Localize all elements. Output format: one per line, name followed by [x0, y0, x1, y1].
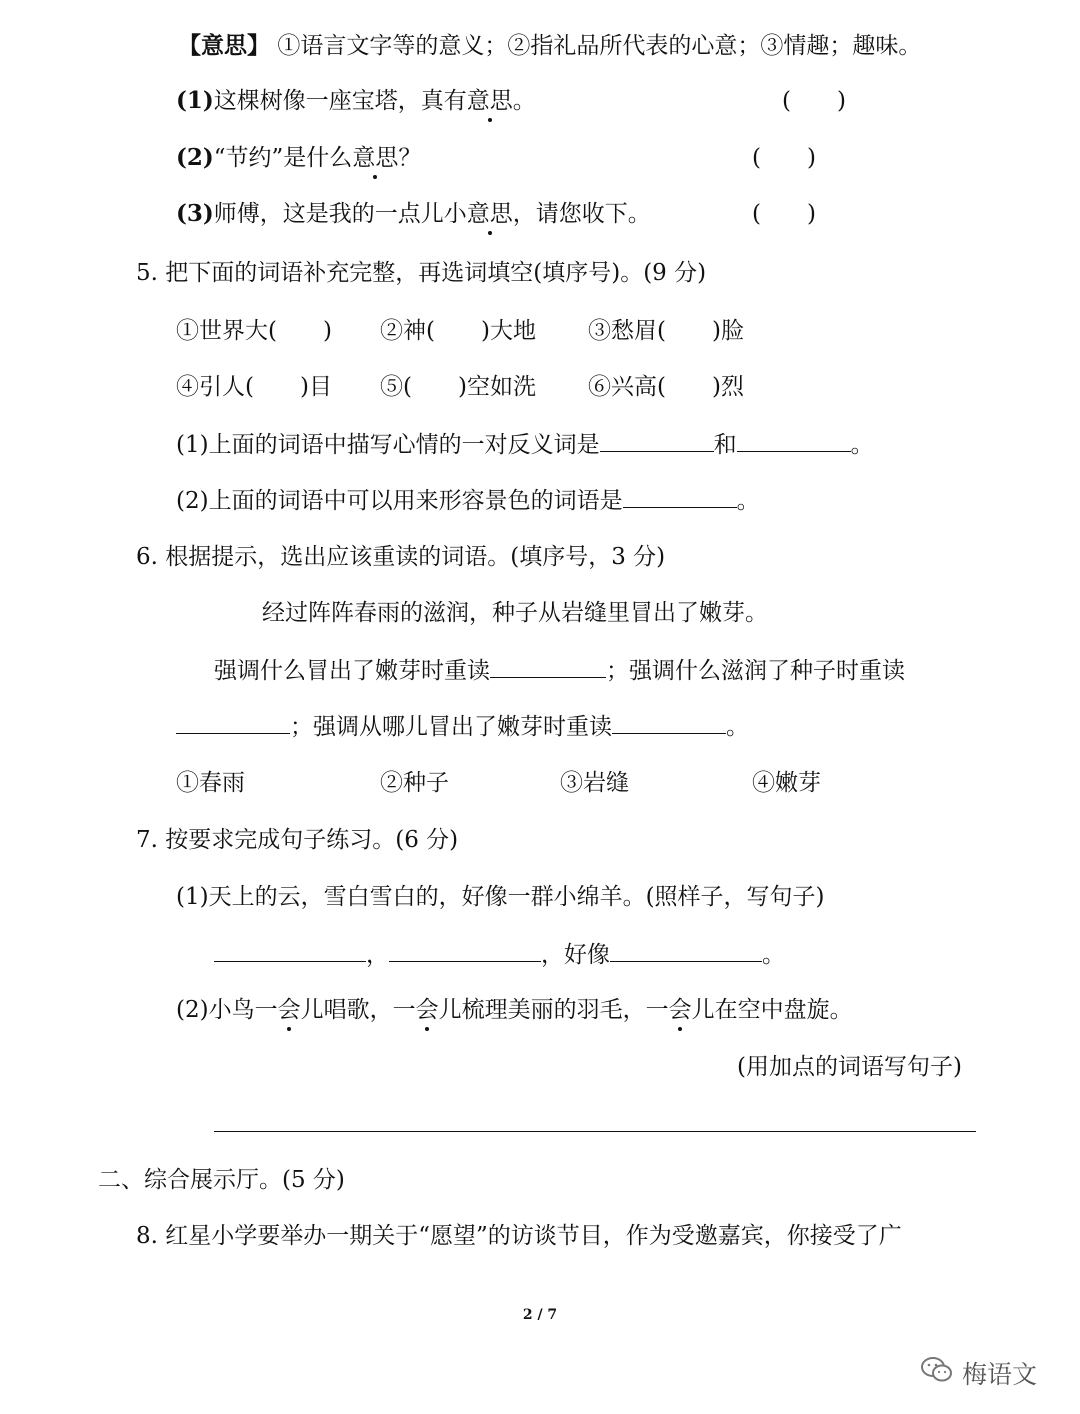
q7-sub-2 — [176, 995, 853, 1025]
q4-item-2 — [176, 143, 421, 173]
item-text-end: 。 — [512, 88, 536, 114]
q6-title: 6. 根据提示，选出应该重读的词语。(填序号，3 分) — [136, 544, 666, 570]
dotted-word: 意思 — [466, 201, 513, 227]
q6-line-2-text: ；强调从哪儿冒出了嫩芽时重读 — [290, 714, 612, 740]
q5-sub-2-text: (2)上面的词语中可以用来形容景色的词语是 — [176, 488, 623, 514]
watermark — [920, 1355, 1037, 1391]
q5-word-3: ③愁眉( )脸 — [588, 318, 744, 344]
answer-blank[interactable] — [610, 939, 762, 962]
q5-word-6: ⑥兴高( )烈 — [588, 374, 744, 400]
dotted-word: 一会儿 — [645, 997, 715, 1023]
wechat-icon — [920, 1356, 954, 1390]
q7-sub-2-text: (2)小鸟 — [176, 997, 255, 1023]
answer-blank[interactable] — [600, 429, 714, 452]
q6-line-2-end: 。 — [726, 714, 749, 740]
answer-blank[interactable] — [176, 711, 290, 734]
q5-word-4: ④引人( )目 — [176, 374, 332, 400]
dotted-word: 一会儿 — [392, 997, 462, 1023]
answer-line[interactable] — [214, 1131, 976, 1132]
page-number: 2 / 7 — [522, 1307, 558, 1323]
q7-title: 7. 按要求完成句子练习。(6 分) — [136, 827, 459, 853]
answer-blank[interactable] — [612, 711, 726, 734]
q7-imitation-line — [214, 939, 785, 970]
dotted-word-text: 一会儿 — [254, 997, 324, 1023]
q6-line-1-text-2: ；强调什么滋润了种子时重读 — [606, 658, 905, 684]
item-number: (2) — [176, 144, 214, 171]
answer-paren-2[interactable]: ( ) — [752, 145, 816, 171]
q7-sub-2-text: 在空中盘旋。 — [714, 997, 853, 1023]
answer-blank[interactable] — [389, 939, 541, 962]
q7-sub-2-text: 梳理美丽的羽毛， — [461, 997, 646, 1023]
dotted-word: 意思 — [466, 88, 513, 114]
answer-blank[interactable] — [737, 429, 851, 452]
item-text: 这棵树像一座宝塔，真有 — [213, 88, 467, 114]
period: 。 — [762, 942, 785, 968]
q5-sub-1-end: 。 — [850, 432, 874, 458]
q6-sentence: 经过阵阵春雨的滋润，种子从岩缝里冒出了嫩芽。 — [262, 600, 768, 626]
dotted-word: 意思 — [352, 145, 399, 171]
definition-bracket: 【意思】 — [178, 32, 270, 59]
haoxiang-text: ，好像 — [541, 942, 610, 968]
q6-line-2 — [176, 711, 749, 742]
q7-sub-2-text: 唱歌， — [323, 997, 393, 1023]
answer-blank[interactable] — [214, 939, 366, 962]
item-text: 师傅，这是我的一点儿小 — [213, 201, 467, 227]
section-2-title: 二、综合展示厅。(5 分) — [98, 1167, 345, 1193]
q5-sub-2-end: 。 — [736, 488, 760, 514]
comma: ， — [366, 942, 389, 968]
definition-line — [178, 31, 921, 61]
q6-option-3: ③岩缝 — [560, 770, 629, 796]
q7-note: (用加点的词语写句子) — [737, 1054, 962, 1080]
q5-sub-1-and: 和 — [713, 432, 737, 458]
q7-sub-1: (1)天上的云，雪白雪白的，好像一群小绵羊。(照样子，写句子) — [176, 884, 825, 910]
q5-sub-1 — [176, 429, 874, 460]
item-number: (1) — [176, 87, 214, 114]
q5-sub-1-text: (1)上面的词语中描写心情的一对反义词是 — [176, 432, 600, 458]
item-text-end: ，请您收下。 — [512, 201, 651, 227]
item-text: “节约”是什么 — [213, 145, 353, 171]
q6-line-1 — [214, 655, 905, 686]
q5-word-2: ②神( )大地 — [380, 318, 536, 344]
q6-option-2: ②种子 — [380, 770, 449, 796]
q5-sub-2 — [176, 485, 760, 516]
q5-word-1: ①世界大( ) — [176, 318, 332, 344]
dotted-word — [255, 997, 324, 1023]
answer-paren-3[interactable]: ( ) — [752, 201, 816, 227]
q6-option-4: ④嫩芽 — [752, 770, 821, 796]
item-text-end: ？ — [398, 145, 422, 171]
answer-blank[interactable] — [490, 655, 606, 678]
q8-text: 8. 红星小学要举办一期关于“愿望”的访谈节目，作为受邀嘉宾，你接受了广 — [136, 1223, 902, 1249]
q6-line-1-text: 强调什么冒出了嫩芽时重读 — [214, 658, 490, 684]
q4-item-1 — [176, 86, 536, 116]
q4-item-3 — [176, 199, 651, 229]
definition-meanings: ①语言文字等的意义；②指礼品所代表的心意；③情趣；趣味。 — [277, 33, 922, 59]
item-number: (3) — [176, 200, 214, 227]
q6-option-1: ①春雨 — [176, 770, 245, 796]
answer-blank[interactable] — [623, 485, 737, 508]
watermark-text: 梅语文 — [962, 1360, 1038, 1389]
q5-word-5: ⑤( )空如洗 — [380, 374, 536, 400]
q5-title: 5. 把下面的词语补充完整，再选词填空(填序号)。(9 分) — [136, 260, 707, 286]
answer-paren-1[interactable]: ( ) — [782, 88, 846, 114]
